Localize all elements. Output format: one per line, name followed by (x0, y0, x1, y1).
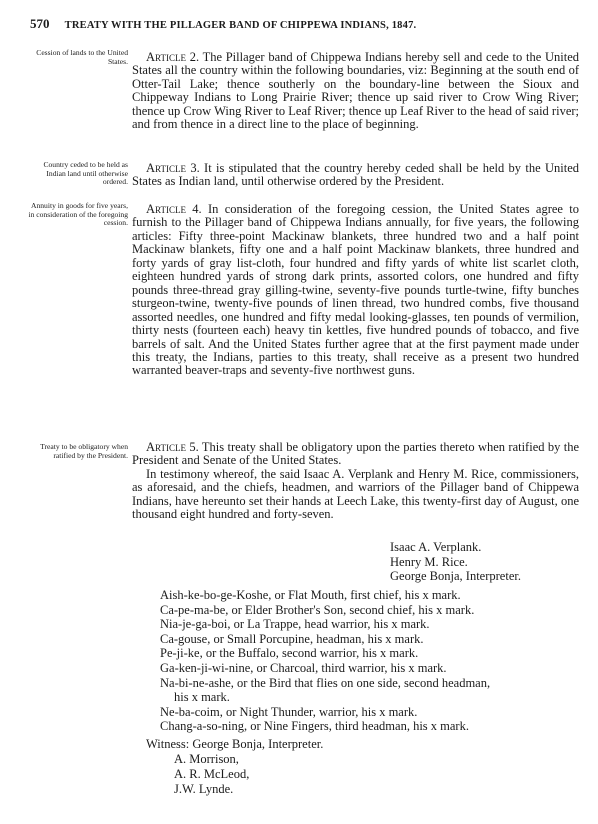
witness-block (146, 737, 323, 797)
margin-note-ratification: Treaty to be obligatory when ratified by the President. (40, 442, 128, 460)
article-5-label: Article 5. (146, 440, 199, 454)
witness-name: A. R. McLeod, (174, 767, 250, 781)
signatory-line: Na-bi-ne-ashe, or the Bird that flies on one side, second headman, (160, 675, 491, 690)
witness-name: J.W. Lynde. (174, 782, 234, 796)
commissioner-name: Henry M. Rice. (390, 554, 468, 569)
article-4-label: Article 4. (146, 202, 202, 216)
signatory-list (160, 588, 490, 734)
page-number: 570 (30, 16, 50, 31)
margin-note-indian-land: Country ceded to be held as Indian land until otherwise ordered. (43, 160, 128, 186)
article-3-label: Article 3. (146, 161, 200, 175)
signatory-line: Ca-pe-ma-be, or Elder Brother's Son, second chief, his x mark. (160, 602, 475, 617)
commissioner-signatures (390, 540, 521, 584)
witness-name: A. Morrison, (174, 752, 239, 766)
interpreter-name: George Bonja, Interpreter. (390, 569, 521, 583)
article-3 (132, 162, 579, 189)
article-2-label: Article 2. (146, 50, 200, 64)
article-2-text: The Pillager band of Chippewa Indians hereby sell and cede to the United States all the country within the following boundaries, viz: Beginning at the south end of Otter-Tail Lake; thence southerly on the boundary-line between the Sioux and Chippeway Indians to Long Prairie River; thence up said river to Crow Wing River; thence up Crow Wing River to Leaf River; thence up Leaf River to the head of said river; and from thence in a direct line to the place of beginning. (132, 50, 579, 132)
signatory-line: Ca-gouse, or Small Porcupine, headman, his x mark. (160, 631, 424, 646)
margin-note-annuity: Annuity in goods for five years, in consideration of the foregoing cession. (28, 201, 128, 227)
signatory-line: Chang-a-so-ning, or Nine Fingers, third headman, his x mark. (160, 719, 469, 734)
signatory-line-continuation: his x mark. (174, 690, 230, 705)
article-5 (132, 441, 579, 468)
testimony-paragraph: In testimony whereof, the said Isaac A. Verplank and Henry M. Rice, commissioners, as aforesaid, and the chiefs, headmen, and warriors of the Pillager band of Chippewa Indians, have hereunto set their hands at Leech Lake, this twenty-first day of August, one thousand eight hundred and forty-seven. (132, 467, 579, 522)
article-5-text: This treaty shall be obligatory upon the parties thereto when ratified by the President and Senate of the United States. (132, 440, 580, 468)
signatory-line: Pe-ji-ke, or the Buffalo, second warrior, his x mark. (160, 646, 419, 661)
signatory-line: Aish-ke-bo-ge-Koshe, or Flat Mouth, first chief, his x mark. (160, 588, 461, 602)
commissioner-name: Isaac A. Verplank. (390, 540, 482, 554)
signatory-line: Ne-ba-coim, or Night Thunder, warrior, his x mark. (160, 704, 418, 719)
article-2 (132, 51, 579, 132)
signatory-line: Ga-ken-ji-wi-nine, or Charcoal, third warrior, his x mark. (160, 660, 447, 675)
article-3-text: It is stipulated that the country hereby ceded shall be held by the United States as Indian land, until otherwise ordered by the President. (132, 161, 580, 189)
header-title: TREATY WITH THE PILLAGER BAND OF CHIPPEWA INDIANS, 1847. (64, 20, 417, 31)
article-4-text: In consideration of the foregoing cession, the United States agree to furnish to the Pillager band of Chippewa Indians annually, for five years, the following articles: Fifty three-point Mackinaw blankets, three hundred two and a half point Mackinaw blankets, fifty one and a half point Mackinaw blankets, three hundred and forty yards of gray list-cloth, four hundred and fifty yards of white list scarlet cloth, eighteen hundred yards of strong dark prints, assorted colors, one hundred and fifty pounds three-thread gray gilling-twine, seventy-five pounds turtle-twine, fifty bunches sturgeon-twine, twenty-five pounds of linen thread, two hundred combs, five thousand assorted needles, one hundred and fifty medal looking-glasses, ten pounds of vermilion, thirty nests (fourteen each) heavy tin kettles, five hundred pounds of tobacco, and five barrels of salt. And the United States further agree that at the first payment made under this treaty, the Indians, parties to this treaty, shall receive as a present two hundred warranted beaver-traps and seventy-five northwest guns. (132, 202, 579, 378)
signatory-line: Nia-je-ga-boi, or La Trappe, head warrior, his x mark. (160, 617, 430, 632)
running-header (30, 16, 570, 32)
witness-label: Witness: George Bonja, Interpreter. (146, 737, 324, 751)
article-4 (132, 203, 579, 378)
margin-note-cession: Cession of lands to the United States. (36, 48, 128, 66)
